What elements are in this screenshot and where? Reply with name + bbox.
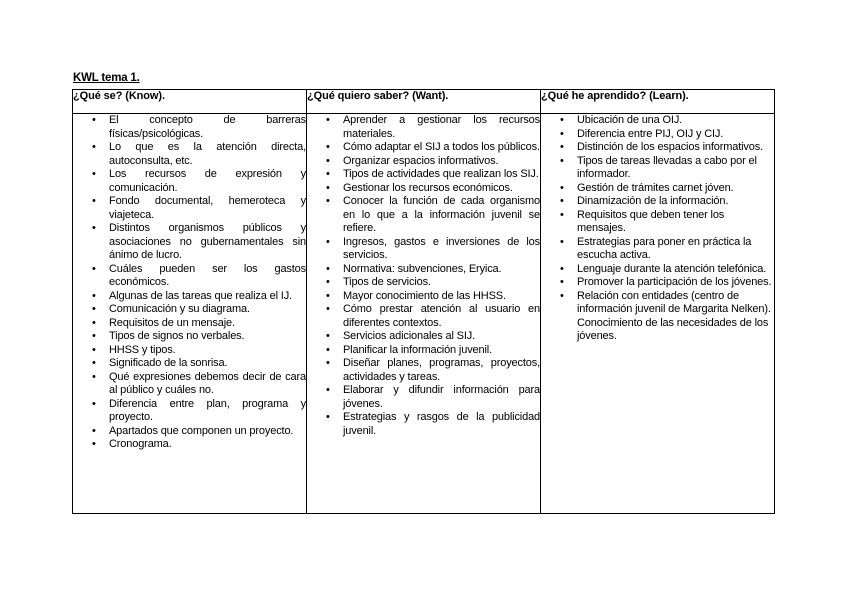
list-item: • Lo que es la atención directa, autoconsulta, etc. [109, 141, 306, 168]
list-item: • Dinamización de la información. [577, 195, 774, 209]
list-item: • Diferencia entre PIJ, OIJ y CIJ. [577, 128, 774, 142]
list-item: • Cronograma. [109, 438, 306, 452]
list-item: • HHSS y tipos. [109, 344, 306, 358]
list-item: • Los recursos de expresión y comunicación. [109, 168, 306, 195]
list-item: • Gestión de trámites carnet jóven. [577, 182, 774, 196]
list-item: • Diseñar planes, programas, proyectos, actividades y tareas. [343, 357, 540, 384]
list-item: • Lenguaje durante la atención telefónica. [577, 263, 774, 277]
list-item: • Organizar espacios informativos. [343, 155, 540, 169]
list-item: • Promover la participación de los jóvenes. [577, 276, 774, 290]
kwl-table [72, 89, 775, 514]
header-know: ¿Qué se? (Know). [73, 90, 307, 114]
list-item: • Conocer la función de cada organismo en lo que a la información juvenil se refiere. [343, 195, 540, 236]
header-learn: ¿Qué he aprendido? (Learn). [541, 90, 775, 114]
list-item: • Cuáles pueden ser los gastos económicos. [109, 263, 306, 290]
list-item: • Estrategias para poner en práctica la escucha activa. [577, 236, 774, 263]
list-item: • Aprender a gestionar los recursos materiales. [343, 114, 540, 141]
list-item: • Relación con entidades (centro de información juvenil de Margarita Nelken). Conocimiento de las necesidades de los jóvenes. [577, 290, 774, 344]
list-item: • Ingresos, gastos e inversiones de los servicios. [343, 236, 540, 263]
list-item: • Significado de la sonrisa. [109, 357, 306, 371]
list-item: • Diferencia entre plan, programa y proyecto. [109, 398, 306, 425]
list-item: • Requisitos de un mensaje. [109, 317, 306, 331]
list-item: • Tipos de actividades que realizan los SIJ. [343, 168, 540, 182]
want-list [307, 114, 540, 438]
know-cell [73, 114, 307, 514]
list-item: • Elaborar y difundir información para jóvenes. [343, 384, 540, 411]
list-item: • Algunas de las tareas que realiza el IJ. [109, 290, 306, 304]
learn-cell [541, 114, 775, 514]
list-item: • Qué expresiones debemos decir de cara al público y cuáles no. [109, 371, 306, 398]
list-item: • Ubicación de una OIJ. [577, 114, 774, 128]
list-item: • Gestionar los recursos económicos. [343, 182, 540, 196]
list-item: • Tipos de tareas llevadas a cabo por el informador. [577, 155, 774, 182]
header-want: ¿Qué quiero saber? (Want). [307, 90, 541, 114]
list-item: • Normativa: subvenciones, Eryica. [343, 263, 540, 277]
list-item: • Servicios adicionales al SIJ. [343, 330, 540, 344]
list-item: • Mayor conocimiento de las HHSS. [343, 290, 540, 304]
list-item: • Distintos organismos públicos y asociaciones no gubernamentales sin ánimo de lucro. [109, 222, 306, 263]
learn-list [541, 114, 774, 344]
list-item: • Cómo prestar atención al usuario en diferentes contextos. [343, 303, 540, 330]
list-item: • Requisitos que deben tener los mensajes. [577, 209, 774, 236]
list-item: • Planificar la información juvenil. [343, 344, 540, 358]
know-list [73, 114, 306, 452]
list-item: • Tipos de signos no verbales. [109, 330, 306, 344]
list-item: • Fondo documental, hemeroteca y viajeteca. [109, 195, 306, 222]
list-item: • El concepto de barreras físicas/psicológicas. [109, 114, 306, 141]
list-item: • Apartados que componen un proyecto. [109, 425, 306, 439]
list-item: • Tipos de servicios. [343, 276, 540, 290]
table-body-row [73, 114, 775, 514]
want-cell [307, 114, 541, 514]
table-header-row [73, 90, 775, 114]
document-title: KWL tema 1. [73, 72, 140, 84]
list-item: • Distinción de los espacios informativos. [577, 141, 774, 155]
list-item: • Comunicación y su diagrama. [109, 303, 306, 317]
list-item: • Cómo adaptar el SIJ a todos los públicos. [343, 141, 540, 155]
list-item: • Estrategias y rasgos de la publicidad juvenil. [343, 411, 540, 438]
